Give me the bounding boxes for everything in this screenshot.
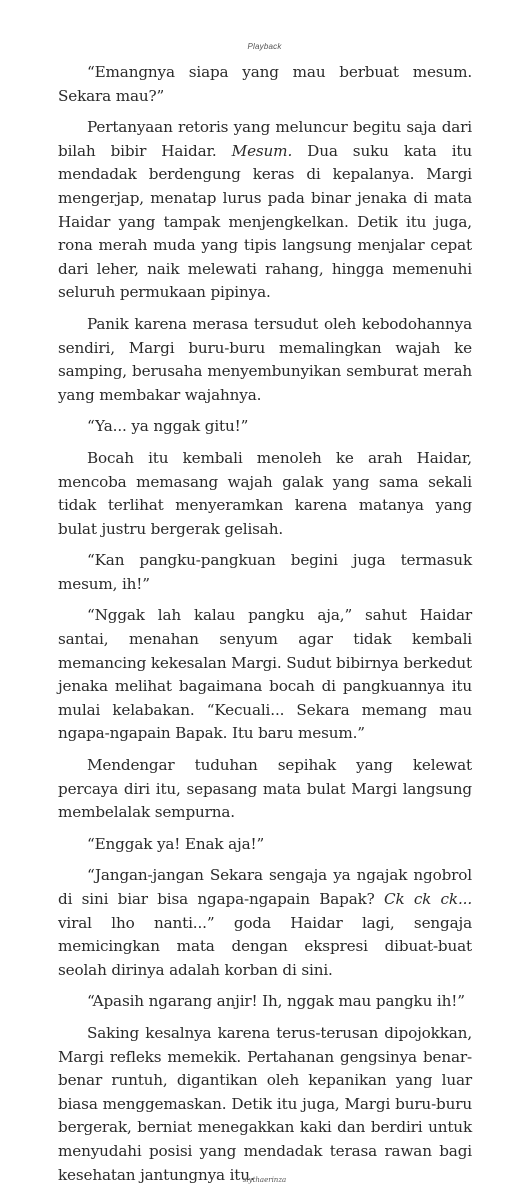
text-segment: Mendengar tuduhan sepihak yang kelewat percaya diri itu, sepasang mata bulat Margi langsung membelalak sempurna. bbox=[58, 756, 472, 822]
paragraph bbox=[58, 990, 472, 1014]
paragraph bbox=[58, 415, 472, 439]
paragraph bbox=[58, 604, 472, 746]
paragraph bbox=[58, 61, 472, 108]
text-segment: “Enggak ya! Enak aja!” bbox=[87, 834, 265, 853]
paragraph bbox=[58, 864, 472, 982]
running-header: Playback bbox=[247, 42, 282, 51]
text-segment: Bocah itu kembali menoleh ke arah Haidar, mencoba memasang wajah galak yang sama sekali tidak terlihat menyeramkan karena matanya yang bulat justru bergerak gelisah. bbox=[58, 448, 472, 538]
paragraph bbox=[58, 754, 472, 825]
paragraph bbox=[58, 447, 472, 541]
footer-credit: slythaerinza bbox=[242, 1176, 287, 1184]
text-segment: “Emangnya siapa yang mau berbuat mesum. Sekara mau?” bbox=[58, 63, 472, 105]
paragraph bbox=[58, 549, 472, 596]
text-segment: “Nggak lah kalau pangku aja,” sahut Haidar santai, menahan senyum agar tidak kembali memancing kekesalan Margi. Sudut bibirnya berkedut jenaka melihat bagaimana bocah di pangkuannya itu mulai kelabakan. “Kecuali... Sekara memang mau ngapa-ngapain Bapak. Itu baru mesum.” bbox=[58, 606, 472, 743]
page-body bbox=[58, 61, 472, 1195]
paragraph bbox=[58, 1022, 472, 1187]
text-segment: “Apasih ngarang anjir! Ih, nggak mau pangku ih!” bbox=[87, 992, 465, 1011]
text-segment: viral lho nanti...” goda Haidar lagi, sengaja memicingkan mata dengan ekspresi dibuat-buat seolah dirinya adalah korban di sini. bbox=[58, 913, 472, 979]
paragraph bbox=[58, 116, 472, 305]
text-segment: “Kan pangku-pangkuan begini juga termasuk mesum, ih!” bbox=[58, 551, 472, 593]
text-segment: Pertanyaan retoris yang meluncur begitu saja dari bilah bibir Haidar. bbox=[58, 118, 472, 160]
text-segment: Dua suku kata itu mendadak berdengung keras di kepalanya. Margi mengerjap, menatap lurus pada binar jenaka di mata Haidar yang tampak menjengkelkan. Detik itu juga, rona merah muda yang tipis langsung menjalar cepat dari leher, naik melewati rahang, hingga memenuhi seluruh permukaan pipinya. bbox=[58, 141, 472, 302]
text-segment: “Ya... ya nggak gitu!” bbox=[87, 417, 249, 436]
text-segment: Panik karena merasa tersudut oleh kebodohannya sendiri, Margi buru-buru memalingkan wajah ke samping, berusaha menyembunyikan semburat merah yang membakar wajahnya. bbox=[58, 314, 472, 404]
paragraph bbox=[58, 313, 472, 407]
text-segment: “Jangan-jangan Sekara sengaja ya ngajak ngobrol di sini biar bisa ngapa-ngapain Bapak? bbox=[58, 866, 472, 908]
italic-text: Mesum. bbox=[231, 141, 293, 160]
italic-text: Ck ck ck... bbox=[383, 890, 472, 908]
text-segment: Saking kesalnya karena terus-terusan dipojokkan, Margi refleks memekik. Pertahanan gengsinya benar-benar runtuh, digantikan oleh kepanikan yang luar biasa menggemaskan. Detik itu juga, Margi buru-buru bergerak, berniat menegakkan kaki dan berdiri untuk menyudahi posisi yang mendadak terasa rawan bagi kesehatan jantungnya itu. bbox=[58, 1023, 472, 1184]
paragraph bbox=[58, 833, 472, 857]
